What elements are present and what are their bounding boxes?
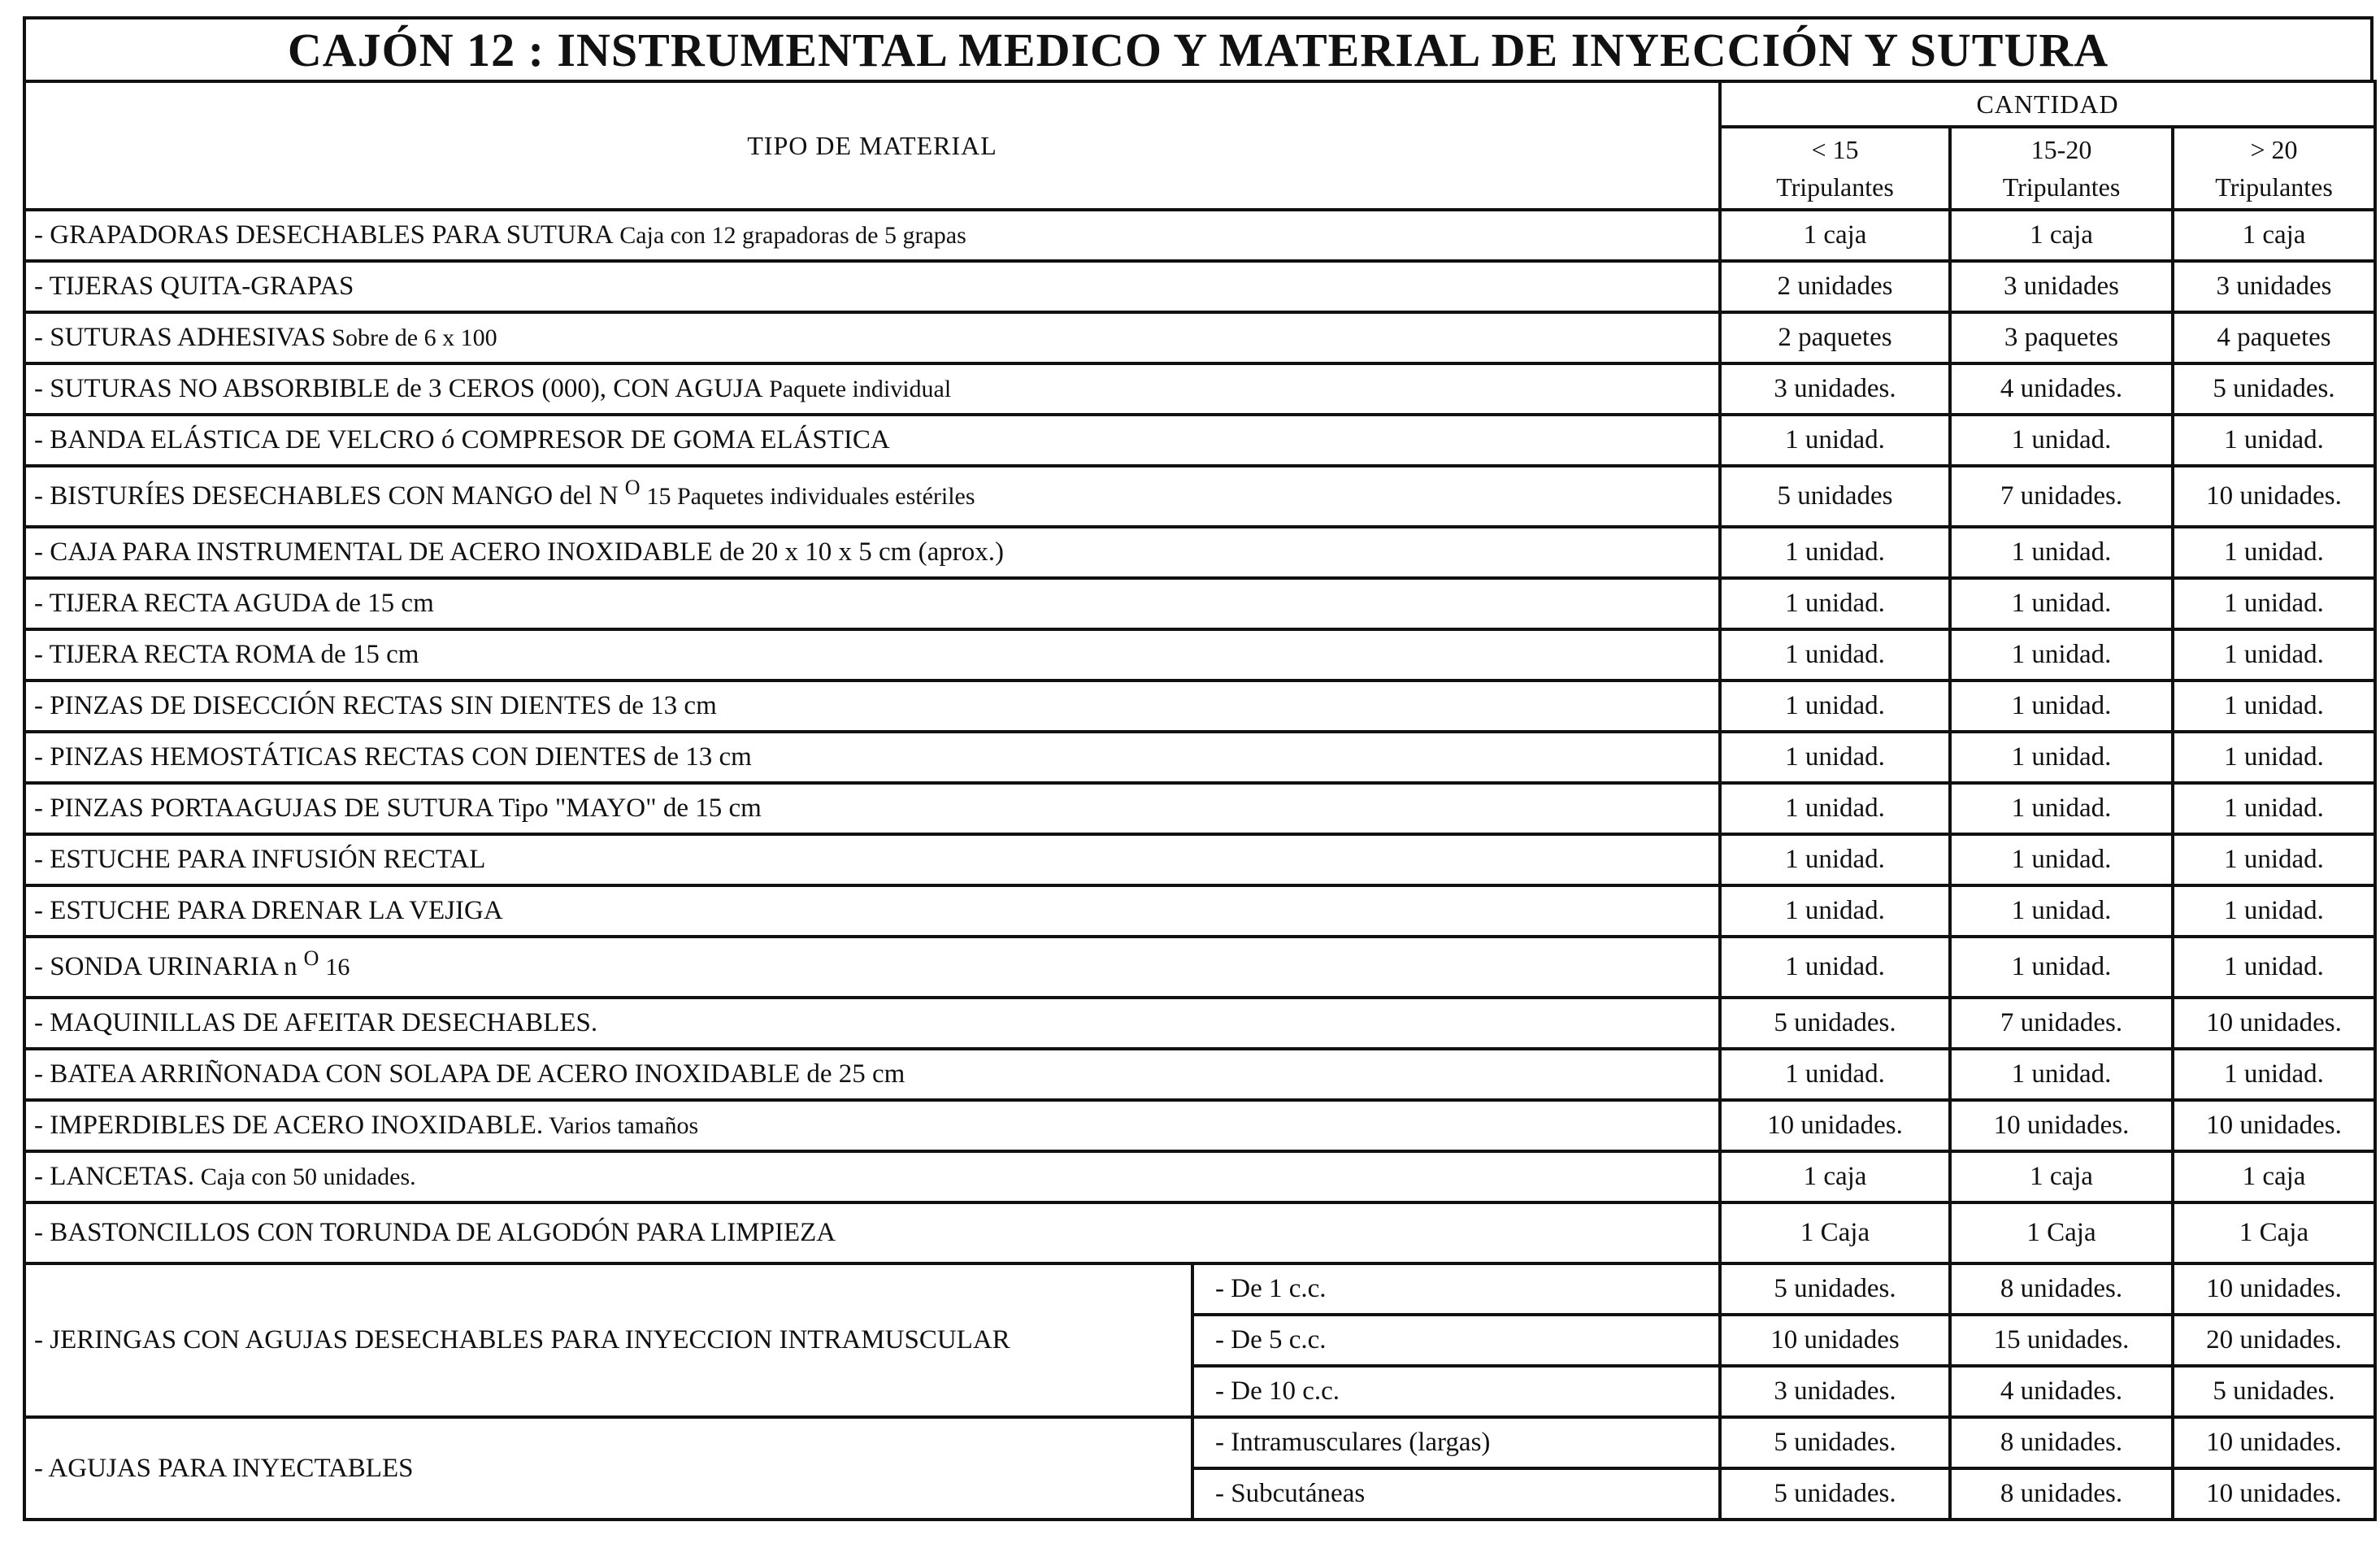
quantity-cell: 5 unidades. [1720,1468,1950,1520]
table-row [24,1263,2375,1315]
quantity-cell: 3 paquetes [1950,312,2173,363]
quantity-cell: 7 unidades. [1950,998,2173,1049]
table-row [24,578,2375,629]
header-tipo-material: TIPO DE MATERIAL [24,81,1720,210]
item-name: - GRAPADORAS DESECHABLES PARA SUTURA [34,220,614,250]
quantity-cell: 1 unidad. [1720,681,1950,732]
item-name-cell [24,210,1720,261]
item-name: - BISTURÍES DESECHABLES CON MANGO del N [34,481,619,511]
quantity-cell: 8 unidades. [1950,1468,2173,1520]
table-row [24,466,2375,527]
header-col-15-20-label: Tripulantes [2002,172,2121,202]
item-name: - TIJERAS QUITA-GRAPAS [34,272,354,301]
item-note: Sobre de 6 x 100 [325,324,497,351]
item-name: - IMPERDIBLES DE ACERO INOXIDABLE. [34,1111,544,1140]
page-title: CAJÓN 12 : INSTRUMENTAL MEDICO Y MATERIAL DE INYECCIÓN Y SUTURA [23,16,2373,80]
quantity-cell: 1 unidad. [1950,834,2173,885]
quantity-cell: 1 unidad. [1950,578,2173,629]
quantity-cell: 1 unidad. [1950,732,2173,783]
quantity-cell: 4 unidades. [1950,1366,2173,1417]
quantity-cell: 5 unidades. [2173,1366,2375,1417]
quantity-cell: 1 unidad. [1720,415,1950,466]
table-row [24,312,2375,363]
quantity-cell: 3 unidades. [1720,363,1950,415]
quantity-cell: 1 unidad. [1950,885,2173,937]
table-row [24,1049,2375,1100]
quantity-cell: 1 unidad. [1950,681,2173,732]
item-name-cell [24,466,1720,527]
item-name: - ESTUCHE PARA INFUSIÓN RECTAL [34,845,486,874]
quantity-cell: 3 unidades [2173,261,2375,312]
sub-item-label: - De 5 c.c. [1192,1315,1720,1366]
quantity-cell: 10 unidades. [2173,1468,2375,1520]
quantity-cell: 20 unidades. [2173,1315,2375,1366]
table-row [24,629,2375,681]
quantity-cell: 3 unidades. [1720,1366,1950,1417]
table-row [24,681,2375,732]
item-name: - SUTURAS NO ABSORBIBLE de 3 CEROS (000), CON AGUJA [34,374,763,403]
table-row [24,834,2375,885]
item-name-cell [24,415,1720,466]
header-col-lt15-label: Tripulantes [1776,172,1894,202]
quantity-cell: 7 unidades. [1950,466,2173,527]
quantity-cell: 1 unidad. [1720,834,1950,885]
quantity-cell: 5 unidades. [2173,363,2375,415]
item-ordinal-mark: O [624,476,641,499]
item-name-cell [24,527,1720,578]
item-name: - TIJERA RECTA AGUDA de 15 cm [34,589,434,618]
header-col-lt15 [1720,127,1950,210]
item-name-cell [24,363,1720,415]
quantity-cell: 1 Caja [1720,1202,1950,1263]
quantity-cell: 1 unidad. [1950,937,2173,998]
item-name-cell [24,681,1720,732]
item-name: - SONDA URINARIA n [34,952,298,981]
sub-item-label: - De 10 c.c. [1192,1366,1720,1417]
header-col-15-20-range: 15-20 [2030,135,2092,164]
item-name-cell [24,1202,1720,1263]
quantity-cell: 3 unidades [1950,261,2173,312]
item-name: - MAQUINILLAS DE AFEITAR DESECHABLES. [34,1008,598,1037]
quantity-cell: 5 unidades. [1720,1417,1950,1468]
quantity-cell: 1 unidad. [2173,629,2375,681]
quantity-cell: 1 unidad. [2173,937,2375,998]
item-name: - SUTURAS ADHESIVAS [34,323,326,352]
quantity-cell: 10 unidades. [1720,1100,1950,1151]
table-row [24,1202,2375,1263]
quantity-cell: 1 unidad. [2173,783,2375,834]
header-col-gt20-range: > 20 [2250,135,2298,164]
quantity-cell: 1 unidad. [1950,527,2173,578]
quantity-cell: 1 unidad. [1720,578,1950,629]
quantity-cell: 1 unidad. [2173,732,2375,783]
item-name-cell [24,261,1720,312]
item-note: 15 Paquetes individuales estériles [646,483,975,510]
quantity-cell: 8 unidades. [1950,1417,2173,1468]
quantity-cell: 1 unidad. [2173,681,2375,732]
quantity-cell: 1 unidad. [2173,1049,2375,1100]
item-name: - LANCETAS. [34,1162,195,1191]
table-row [24,527,2375,578]
quantity-cell: 1 unidad. [1720,885,1950,937]
table-row [24,210,2375,261]
item-name: - BASTONCILLOS CON TORUNDA DE ALGODÓN PARA LIMPIEZA [34,1218,836,1247]
quantity-cell: 10 unidades [1720,1315,1950,1366]
item-name-cell [24,1100,1720,1151]
item-name-cell [24,998,1720,1049]
quantity-cell: 10 unidades. [2173,1417,2375,1468]
quantity-cell: 2 paquetes [1720,312,1950,363]
item-name-cell [24,885,1720,937]
table-row [24,783,2375,834]
quantity-cell: 15 unidades. [1950,1315,2173,1366]
quantity-cell: 1 unidad. [1950,629,2173,681]
header-col-lt15-range: < 15 [1811,135,1859,164]
quantity-cell: 4 paquetes [2173,312,2375,363]
quantity-cell: 1 caja [1720,1151,1950,1202]
quantity-cell: 2 unidades [1720,261,1950,312]
table-row [24,885,2375,937]
table-row [24,1417,2375,1468]
header-col-gt20-label: Tripulantes [2215,172,2333,202]
header-cantidad: CANTIDAD [1720,81,2375,127]
table-row [24,1151,2375,1202]
quantity-cell: 1 caja [1950,1151,2173,1202]
quantity-cell: 1 unidad. [1720,732,1950,783]
quantity-cell: 1 unidad. [2173,885,2375,937]
item-ordinal-mark: O [303,946,319,970]
quantity-cell: 8 unidades. [1950,1263,2173,1315]
item-name-cell [24,732,1720,783]
item-note: Paquete individual [762,376,952,402]
item-name-cell [24,834,1720,885]
item-name-cell [24,1151,1720,1202]
table-row [24,363,2375,415]
sub-item-label: - Subcutáneas [1192,1468,1720,1520]
quantity-cell: 1 unidad. [1950,783,2173,834]
quantity-cell: 1 Caja [1950,1202,2173,1263]
quantity-cell: 10 unidades. [2173,466,2375,527]
item-name-cell [24,937,1720,998]
quantity-cell: 1 Caja [2173,1202,2375,1263]
quantity-cell: 5 unidades. [1720,998,1950,1049]
item-name: - CAJA PARA INSTRUMENTAL DE ACERO INOXIDABLE de 20 x 10 x 5 cm (aprox.) [34,537,1004,567]
header-col-15-20 [1950,127,2173,210]
table-row [24,261,2375,312]
quantity-cell: 10 unidades. [2173,1100,2375,1151]
item-name: - ESTUCHE PARA DRENAR LA VEJIGA [34,896,503,925]
sub-item-label: - Intramusculares (largas) [1192,1417,1720,1468]
item-name-cell [24,312,1720,363]
quantity-cell: 1 unidad. [1720,527,1950,578]
item-name-cell [24,578,1720,629]
quantity-cell: 1 unidad. [1720,629,1950,681]
group-name: - JERINGAS CON AGUJAS DESECHABLES PARA INYECCION INTRAMUSCULAR [24,1263,1192,1417]
header-row [24,81,2375,127]
quantity-cell: 1 unidad. [2173,527,2375,578]
item-name: - BATEA ARRIÑONADA CON SOLAPA DE ACERO INOXIDABLE de 25 cm [34,1059,906,1089]
quantity-cell: 1 unidad. [1950,1049,2173,1100]
item-name: - PINZAS DE DISECCIÓN RECTAS SIN DIENTES de 13 cm [34,691,717,720]
table-row [24,1100,2375,1151]
quantity-cell: 1 caja [1720,210,1950,261]
header-col-gt20 [2173,127,2375,210]
quantity-cell: 1 unidad. [1720,783,1950,834]
quantity-cell: 5 unidades. [1720,1263,1950,1315]
quantity-cell: 5 unidades [1720,466,1950,527]
item-note: Caja con 12 grapadoras de 5 grapas [613,222,966,249]
quantity-cell: 1 caja [2173,210,2375,261]
quantity-cell: 1 unidad. [2173,834,2375,885]
sub-item-label: - De 1 c.c. [1192,1263,1720,1315]
table-row [24,415,2375,466]
quantity-cell: 10 unidades. [1950,1100,2173,1151]
table-row [24,937,2375,998]
item-note: Varios tamaños [543,1112,699,1139]
quantity-cell: 1 caja [1950,210,2173,261]
item-name: - TIJERA RECTA ROMA de 15 cm [34,640,419,669]
item-name-cell [24,1049,1720,1100]
item-name: - BANDA ELÁSTICA DE VELCRO ó COMPRESOR DE GOMA ELÁSTICA [34,425,890,454]
quantity-cell: 1 unidad. [1950,415,2173,466]
group-name: - AGUJAS PARA INYECTABLES [24,1417,1192,1520]
quantity-cell: 4 unidades. [1950,363,2173,415]
item-name: - PINZAS PORTAAGUJAS DE SUTURA Tipo "MAYO" de 15 cm [34,794,762,823]
item-name-cell [24,783,1720,834]
quantity-cell: 1 unidad. [2173,415,2375,466]
document-page [23,16,2373,1521]
material-table [23,80,2377,1521]
item-name-cell [24,629,1720,681]
quantity-cell: 1 unidad. [1720,1049,1950,1100]
quantity-cell: 1 unidad. [1720,937,1950,998]
item-note: 16 [325,954,350,981]
quantity-cell: 10 unidades. [2173,998,2375,1049]
table-row [24,998,2375,1049]
quantity-cell: 1 unidad. [2173,578,2375,629]
quantity-cell: 1 caja [2173,1151,2375,1202]
quantity-cell: 10 unidades. [2173,1263,2375,1315]
item-note: Caja con 50 unidades. [194,1163,416,1190]
table-row [24,732,2375,783]
item-name: - PINZAS HEMOSTÁTICAS RECTAS CON DIENTES de 13 cm [34,742,752,772]
